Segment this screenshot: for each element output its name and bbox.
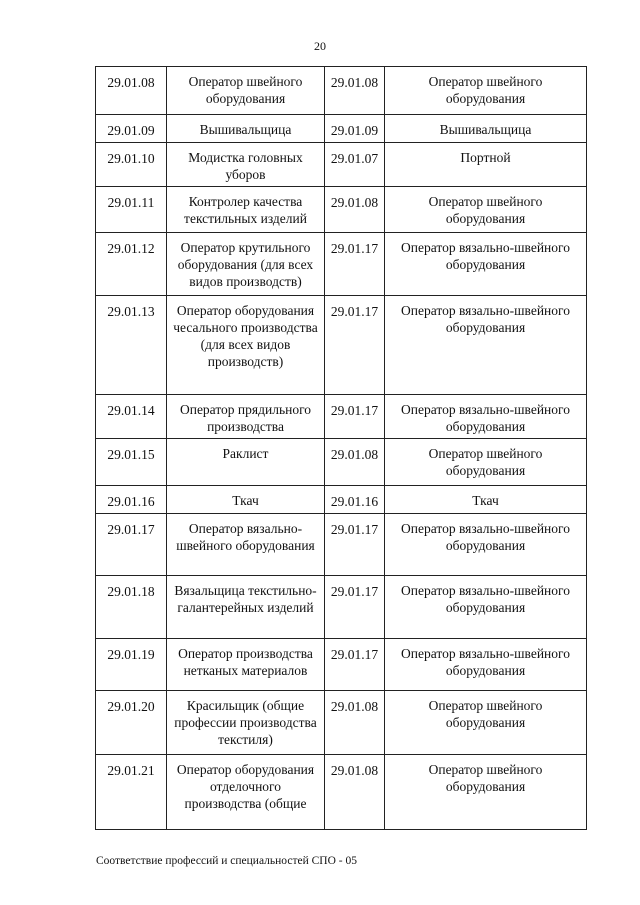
new-code-cell: 29.01.17 bbox=[325, 296, 385, 395]
new-name-cell: Оператор вязально-швейного оборудования bbox=[385, 514, 587, 576]
new-code-cell: 29.01.17 bbox=[325, 395, 385, 439]
old-name-cell: Оператор швейного оборудования bbox=[167, 67, 325, 115]
table-row bbox=[96, 576, 587, 639]
table-body bbox=[96, 67, 587, 830]
new-code-cell: 29.01.17 bbox=[325, 639, 385, 691]
old-code-cell: 29.01.09 bbox=[96, 115, 167, 143]
new-code-cell: 29.01.08 bbox=[325, 691, 385, 755]
table-row bbox=[96, 296, 587, 395]
new-name-cell: Оператор швейного оборудования bbox=[385, 691, 587, 755]
old-name-cell: Вышивальщица bbox=[167, 115, 325, 143]
table-row bbox=[96, 115, 587, 143]
old-code-cell: 29.01.16 bbox=[96, 486, 167, 514]
old-code-cell: 29.01.19 bbox=[96, 639, 167, 691]
old-code-cell: 29.01.08 bbox=[96, 67, 167, 115]
table-row bbox=[96, 67, 587, 115]
new-code-cell: 29.01.08 bbox=[325, 187, 385, 233]
new-name-cell: Вышивальщица bbox=[385, 115, 587, 143]
old-code-cell: 29.01.17 bbox=[96, 514, 167, 576]
table-row bbox=[96, 187, 587, 233]
table-row bbox=[96, 143, 587, 187]
old-code-cell: 29.01.15 bbox=[96, 439, 167, 486]
professions-table bbox=[95, 66, 587, 830]
old-code-cell: 29.01.12 bbox=[96, 233, 167, 296]
new-code-cell: 29.01.17 bbox=[325, 233, 385, 296]
new-name-cell: Оператор швейного оборудования bbox=[385, 67, 587, 115]
table-row bbox=[96, 486, 587, 514]
new-name-cell: Оператор вязально-швейного оборудования bbox=[385, 576, 587, 639]
old-code-cell: 29.01.13 bbox=[96, 296, 167, 395]
page-footer: Соответствие профессий и специальностей СПО - 05 bbox=[96, 855, 357, 867]
new-name-cell: Оператор швейного оборудования bbox=[385, 439, 587, 486]
new-code-cell: 29.01.08 bbox=[325, 755, 385, 830]
table-row bbox=[96, 439, 587, 486]
new-name-cell: Оператор вязально-швейного оборудования bbox=[385, 233, 587, 296]
old-name-cell: Оператор производства нетканых материалов bbox=[167, 639, 325, 691]
old-name-cell: Оператор оборудования отделочного производства (общие bbox=[167, 755, 325, 830]
table-row bbox=[96, 395, 587, 439]
old-code-cell: 29.01.11 bbox=[96, 187, 167, 233]
new-name-cell: Оператор вязально-швейного оборудования bbox=[385, 639, 587, 691]
new-code-cell: 29.01.16 bbox=[325, 486, 385, 514]
new-code-cell: 29.01.08 bbox=[325, 67, 385, 115]
old-name-cell: Ткач bbox=[167, 486, 325, 514]
new-name-cell: Ткач bbox=[385, 486, 587, 514]
page-number: 20 bbox=[314, 39, 326, 53]
new-code-cell: 29.01.17 bbox=[325, 576, 385, 639]
table-row bbox=[96, 755, 587, 830]
new-name-cell: Оператор швейного оборудования bbox=[385, 187, 587, 233]
new-name-cell: Оператор вязально-швейного оборудования bbox=[385, 296, 587, 395]
old-name-cell: Оператор крутильного оборудования (для всех видов производств) bbox=[167, 233, 325, 296]
new-code-cell: 29.01.08 bbox=[325, 439, 385, 486]
new-code-cell: 29.01.09 bbox=[325, 115, 385, 143]
old-name-cell: Модистка головных уборов bbox=[167, 143, 325, 187]
old-name-cell: Раклист bbox=[167, 439, 325, 486]
old-code-cell: 29.01.10 bbox=[96, 143, 167, 187]
old-code-cell: 29.01.20 bbox=[96, 691, 167, 755]
old-name-cell: Оператор вязально-швейного оборудования bbox=[167, 514, 325, 576]
old-code-cell: 29.01.18 bbox=[96, 576, 167, 639]
old-name-cell: Оператор прядильного производства bbox=[167, 395, 325, 439]
new-code-cell: 29.01.07 bbox=[325, 143, 385, 187]
table-row bbox=[96, 514, 587, 576]
table-row bbox=[96, 691, 587, 755]
new-name-cell: Оператор швейного оборудования bbox=[385, 755, 587, 830]
new-name-cell: Портной bbox=[385, 143, 587, 187]
old-code-cell: 29.01.21 bbox=[96, 755, 167, 830]
table-row bbox=[96, 233, 587, 296]
old-code-cell: 29.01.14 bbox=[96, 395, 167, 439]
new-code-cell: 29.01.17 bbox=[325, 514, 385, 576]
old-name-cell: Вязальщица текстильно-галантерейных изделий bbox=[167, 576, 325, 639]
new-name-cell: Оператор вязально-швейного оборудования bbox=[385, 395, 587, 439]
old-name-cell: Красильщик (общие профессии производства текстиля) bbox=[167, 691, 325, 755]
old-name-cell: Оператор оборудования чесального производства (для всех видов производств) bbox=[167, 296, 325, 395]
old-name-cell: Контролер качества текстильных изделий bbox=[167, 187, 325, 233]
table-row bbox=[96, 639, 587, 691]
